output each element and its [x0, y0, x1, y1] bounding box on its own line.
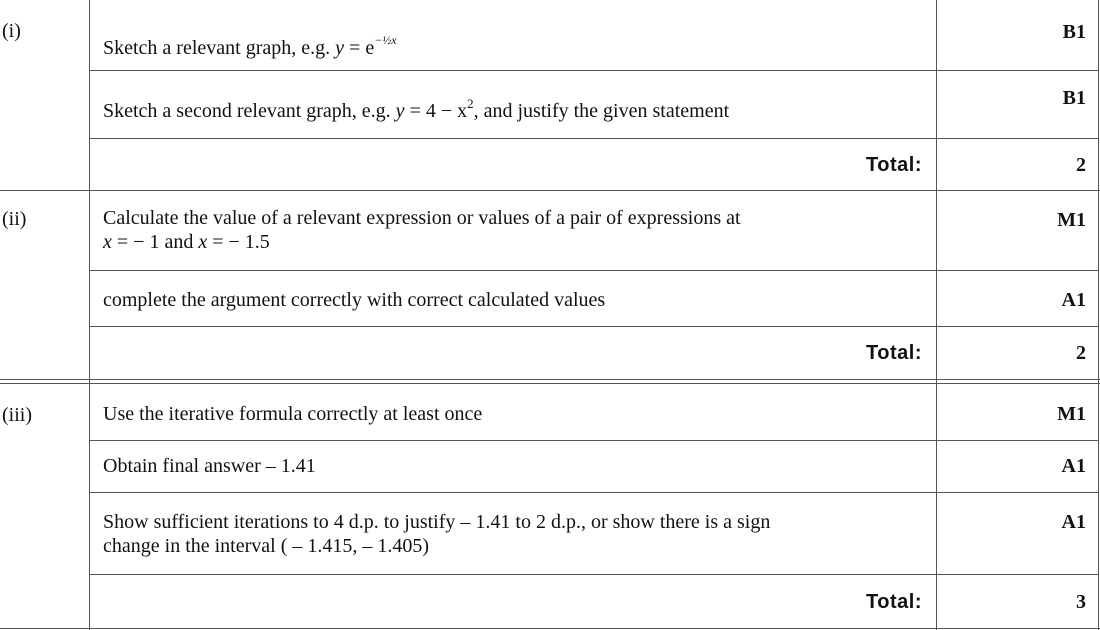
mark-row — [90, 384, 1100, 440]
criterion-line-1: Calculate the value of a relevant expression or values of a pair of expressions at — [103, 207, 741, 229]
criterion-line-1: Show sufficient iterations to 4 d.p. to justify – 1.41 to 2 d.p., or show there is a sign — [103, 511, 771, 533]
part-label: (i) — [2, 20, 21, 42]
bottom-border — [0, 628, 1100, 629]
total-row — [90, 326, 1100, 378]
part-iii — [0, 384, 1100, 630]
part-ii — [0, 190, 1100, 380]
part-i — [0, 0, 1100, 190]
total-mark: 2 — [1076, 342, 1086, 364]
total-label: Total: — [866, 342, 922, 364]
mark-code: A1 — [1061, 455, 1086, 477]
formula: $y = 4 - x^2$ — [395, 96, 474, 122]
mark-code: B1 — [1062, 87, 1086, 109]
mark-code: M1 — [1057, 209, 1086, 231]
part-divider — [0, 379, 1100, 380]
mark-code: A1 — [1061, 511, 1086, 533]
mark-row — [90, 492, 1100, 574]
criterion-lead: Sketch a relevant graph, e.g. — [103, 37, 331, 59]
criterion-line-2: change in the interval ( – 1.415, – 1.405) — [103, 535, 430, 557]
formula: y = e−½x — [335, 33, 397, 59]
mark-code: B1 — [1062, 21, 1086, 43]
criterion-text: Obtain final answer – 1.41 — [103, 455, 316, 477]
mark-code: M1 — [1057, 403, 1086, 425]
criterion-text: complete the argument correctly with correct calculated values — [103, 289, 606, 311]
total-label: Total: — [866, 591, 922, 613]
criterion-lead: Sketch a second relevant graph, e.g. — [103, 100, 391, 122]
mark-code: A1 — [1061, 289, 1086, 311]
total-row — [90, 138, 1100, 190]
criterion-text — [103, 510, 923, 558]
mark-row — [90, 270, 1100, 326]
total-mark: 3 — [1076, 591, 1086, 613]
total-label: Total: — [866, 154, 922, 176]
total-mark: 2 — [1076, 154, 1086, 176]
part-label: (iii) — [2, 404, 32, 426]
criterion-text — [103, 92, 923, 123]
criterion-tail: , and justify the given statement — [473, 100, 730, 122]
total-row — [90, 574, 1100, 630]
criterion-text: Use the iterative formula correctly at least once — [103, 403, 483, 425]
mark-row — [90, 0, 1100, 70]
criterion-line-2: x = − 1 and x = − 1.5 — [103, 231, 270, 253]
mark-row — [90, 190, 1100, 270]
criterion-text — [103, 28, 923, 60]
mark-row — [90, 70, 1100, 140]
part-label: (ii) — [2, 208, 27, 230]
criterion-text — [103, 206, 923, 254]
mark-row — [90, 440, 1100, 492]
